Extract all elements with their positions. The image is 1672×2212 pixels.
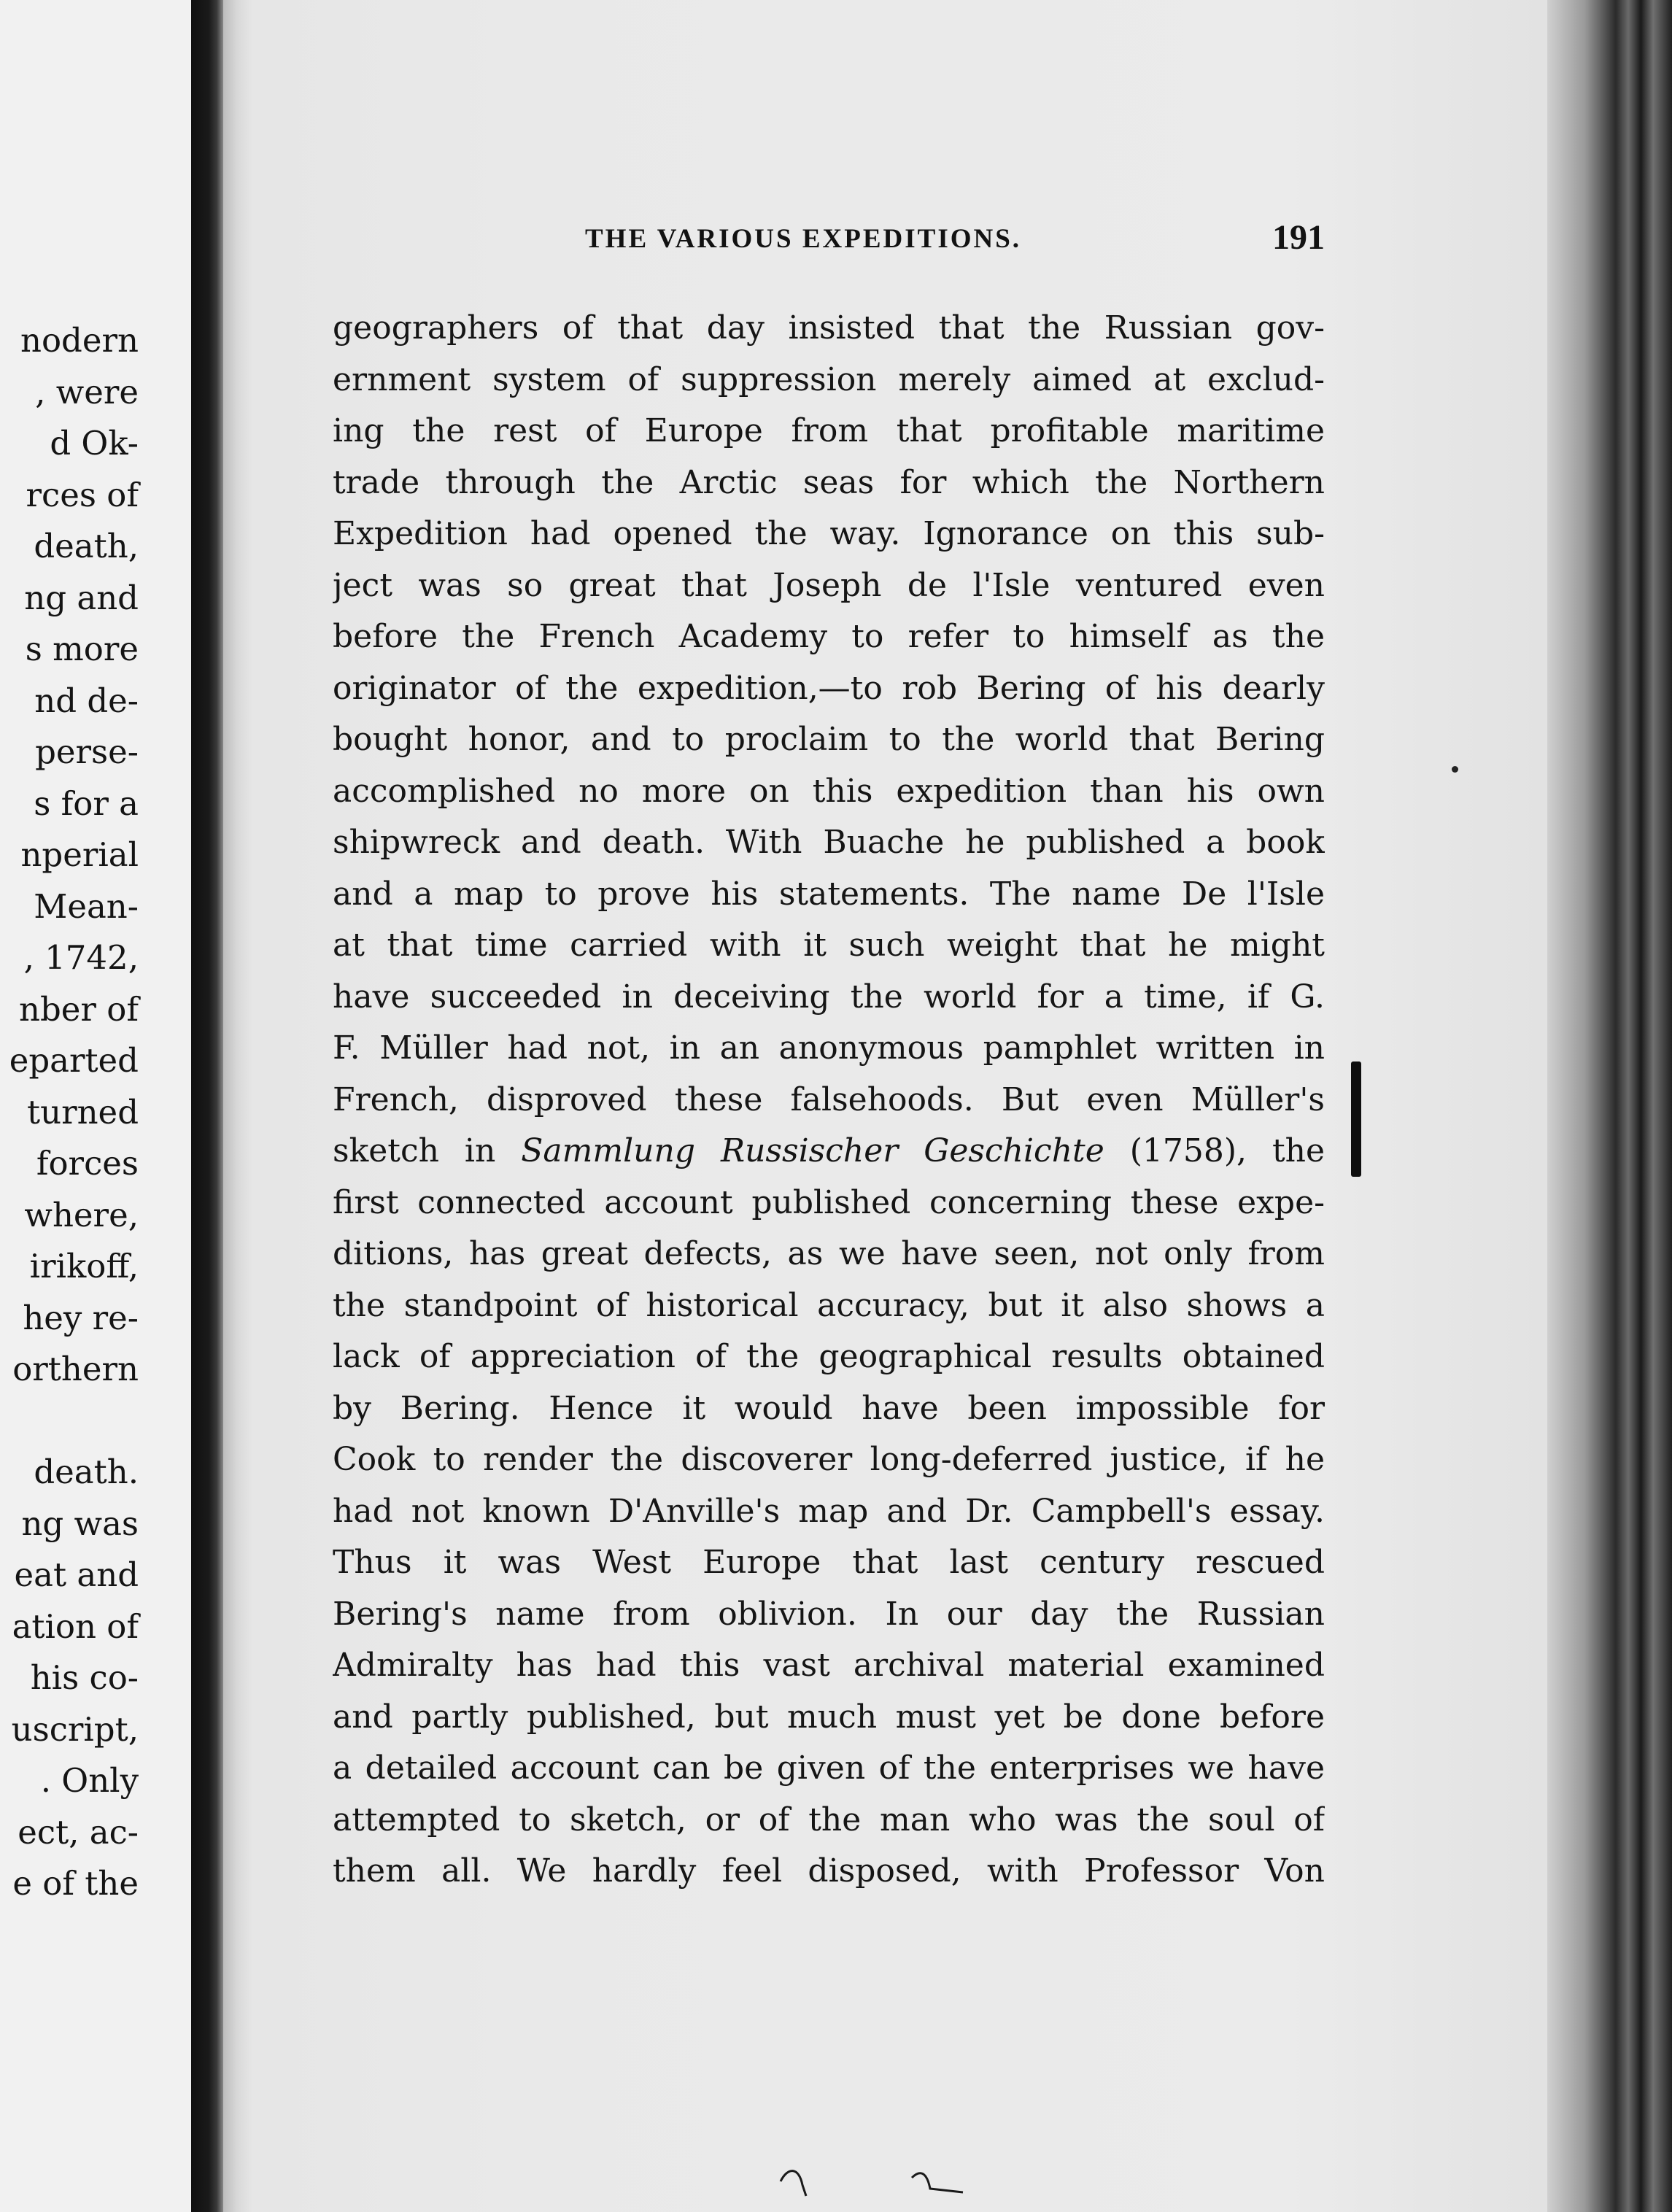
- body-line: attempted to sketch, or of the man who was the soul of: [333, 1801, 1325, 1838]
- book-title-italic: Sammlung Russischer Geschichte: [521, 1132, 1104, 1169]
- body-line: before the French Academy to refer to himself as the: [333, 618, 1325, 655]
- left-page-line: eparted: [9, 1041, 139, 1080]
- body-text: [333, 303, 1325, 1898]
- body-line: have succeeded in deceiving the world for a time, if G.: [333, 978, 1325, 1016]
- body-line: bought honor, and to proclaim to the world that Bering: [333, 721, 1325, 758]
- speck: [1452, 766, 1458, 773]
- left-page-text: [0, 315, 139, 1910]
- body-line: geographers of that day insisted that the Russian gov-: [333, 309, 1325, 347]
- body-line: Bering's name from oblivion. In our day the Russian: [333, 1595, 1325, 1633]
- left-page-line: turned: [27, 1092, 139, 1132]
- body-line: Cook to render the discoverer long-deferred justice, if he: [333, 1441, 1325, 1478]
- body-line: shipwreck and death. With Buache he published a book: [333, 824, 1325, 861]
- body-line: a detailed account can be given of the enterprises we have: [333, 1749, 1325, 1787]
- left-page-line: ng was: [21, 1504, 139, 1543]
- left-page-line: nber of: [19, 989, 139, 1029]
- body-line: ject was so great that Joseph de l'Isle ventured even: [333, 566, 1325, 604]
- body-line: Admiralty has had this vast archival material examined: [333, 1647, 1325, 1684]
- left-page-line: nodern: [20, 321, 139, 360]
- left-page-line: Mean-: [34, 886, 139, 926]
- left-page-line: orthern: [12, 1350, 139, 1388]
- left-page-line: irikoff,: [29, 1247, 139, 1285]
- left-page-line: d Ok-: [50, 424, 139, 463]
- left-page-line: . Only: [40, 1761, 139, 1800]
- left-page-line: where,: [24, 1195, 139, 1234]
- left-page-line: ation of: [12, 1606, 139, 1646]
- left-page-line: eat and: [14, 1555, 139, 1594]
- body-line: French, disproved these falsehoods. But even Müller's: [333, 1080, 1325, 1118]
- left-page-line: nperial: [20, 835, 139, 874]
- body-line: F. Müller had not, in an anonymous pamphlet written in: [333, 1029, 1325, 1067]
- body-line: ernment system of suppression merely aimed at exclud-: [333, 360, 1325, 398]
- left-page-line: , 1742,: [23, 938, 139, 977]
- body-line: at that time carried with it such weight that he might: [333, 927, 1325, 964]
- body-line: originator of the expedition,—to rob Bering of his dearly: [333, 669, 1325, 707]
- running-head: THE VARIOUS EXPEDITIONS.: [585, 224, 1022, 254]
- body-line: Expedition had opened the way. Ignorance on this sub-: [333, 515, 1325, 552]
- line-suffix: (1758), the: [1104, 1132, 1325, 1169]
- body-line: by Bering. Hence it would have been impossible for: [333, 1389, 1325, 1427]
- left-page-line: hey re-: [23, 1298, 139, 1337]
- page-header: [333, 217, 1325, 261]
- book-gutter: [191, 0, 223, 2212]
- gutter-shadow: [223, 0, 252, 2212]
- left-page-line: perse-: [35, 732, 139, 771]
- body-line: and a map to prove his statements. The name De l'Isle: [333, 875, 1325, 913]
- left-page-line: ect, ac-: [18, 1812, 139, 1852]
- body-line: and partly published, but much must yet be done before: [333, 1698, 1325, 1736]
- left-page-line: uscript,: [11, 1709, 139, 1749]
- left-page-line: , were: [35, 372, 139, 411]
- body-line: ditions, has great defects, as we have seen, not only from: [333, 1235, 1325, 1272]
- left-page-line: e of the: [12, 1864, 139, 1903]
- body-line: them all. We hardly feel disposed, with Professor Von: [333, 1852, 1325, 1890]
- left-page-line: his co-: [30, 1658, 139, 1697]
- left-page-line: forces: [36, 1144, 139, 1183]
- left-page-line: death.: [34, 1453, 139, 1491]
- left-page-line: s for a: [34, 784, 139, 823]
- left-page-line: ng and: [24, 578, 139, 617]
- body-line: had not known D'Anville's map and Dr. Campbell's essay.: [333, 1492, 1325, 1530]
- body-line: Thus it was West Europe that last century rescued: [333, 1544, 1325, 1581]
- left-page-line: rces of: [26, 475, 139, 514]
- page-number: 191: [1272, 218, 1325, 257]
- body-line: trade through the Arctic seas for which the Northern: [333, 463, 1325, 501]
- body-line: ing the rest of Europe from that profitable maritime: [333, 412, 1325, 449]
- page-stack-edge: [1547, 0, 1672, 2212]
- body-line: first connected account published concerning these expe-: [333, 1183, 1325, 1221]
- left-facing-page: [0, 0, 191, 2212]
- body-line-with-italic-title: [333, 1126, 1325, 1177]
- left-page-line: nd de-: [34, 681, 139, 720]
- body-line: lack of appreciation of the geographical results obtained: [333, 1338, 1325, 1375]
- left-page-line: death,: [34, 527, 139, 565]
- left-page-blank-line: [0, 1396, 139, 1447]
- left-page-line: s more: [25, 630, 139, 668]
- bottom-ink-marks: [773, 2159, 992, 2203]
- body-line: accomplished no more on this expedition than his own: [333, 772, 1325, 810]
- margin-mark: [1351, 1061, 1361, 1177]
- line-prefix: sketch in: [333, 1132, 522, 1169]
- body-line: the standpoint of historical accuracy, but it also shows a: [333, 1286, 1325, 1324]
